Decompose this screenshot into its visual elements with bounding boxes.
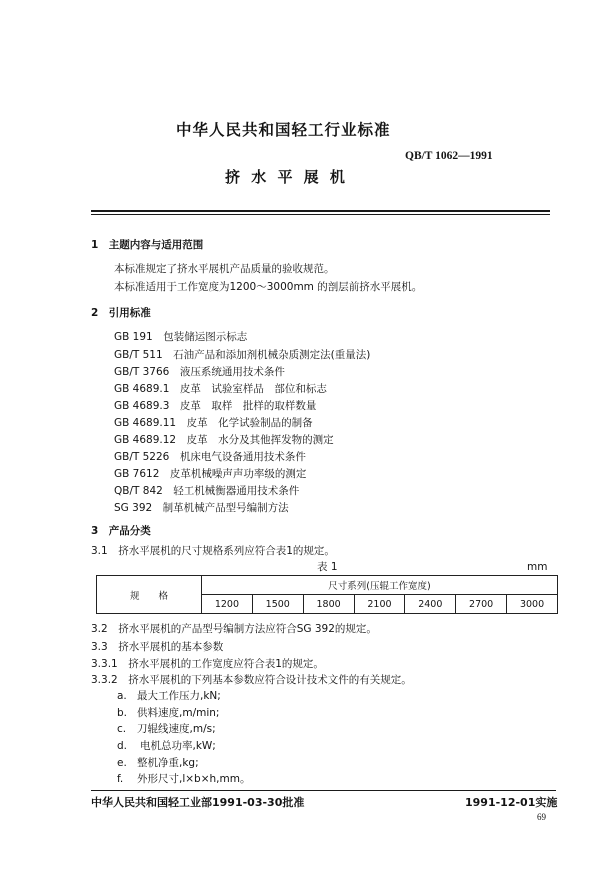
clause-3-3-2: 3.3.2 挤水平展机的下列基本参数应符合设计技术文件的有关规定。 xyxy=(91,674,412,686)
reference-item: GB 7612 皮革机械噪声声功率级的测定 xyxy=(114,468,307,480)
page-number: 69 xyxy=(537,812,546,822)
section-2-heading: 2 引用标准 xyxy=(91,307,151,319)
table-cell: 2400 xyxy=(405,595,456,614)
reference-item: GB 4689.3 皮革 取样 批样的取样数量 xyxy=(114,400,317,412)
clause-3-3-1: 3.3.1 挤水平展机的工作宽度应符合表1的规定。 xyxy=(91,658,324,670)
reference-item: GB 4689.12 皮革 水分及其他挥发物的测定 xyxy=(114,434,334,446)
reference-item: GB/T 511 石油产品和添加剂机械杂质测定法(重量法) xyxy=(114,349,371,361)
table-row-label: 规 格 xyxy=(97,576,202,614)
issuer-title: 中华人民共和国轻工行业标准 xyxy=(176,121,391,139)
table-cell: 1800 xyxy=(303,595,354,614)
reference-item: GB 191 包装储运图示标志 xyxy=(114,331,248,343)
section-1-paragraph-1: 本标准规定了挤水平展机产品质量的验收规范。 xyxy=(114,263,335,275)
reference-item: GB/T 3766 液压系统通用技术条件 xyxy=(114,366,285,378)
table-cell: 2100 xyxy=(354,595,405,614)
list-item-letter: b. xyxy=(117,707,128,719)
table-caption: 表 1 xyxy=(317,561,338,573)
clause-3-1: 3.1 挤水平展机的尺寸规格系列应符合表1的规定。 xyxy=(91,545,335,557)
clause-3-2: 3.2 挤水平展机的产品型号编制方法应符合SG 392的规定。 xyxy=(91,623,377,635)
list-item-text: 整机净重,kg; xyxy=(137,757,199,769)
list-item-text: 刀辊线速度,m/s; xyxy=(137,723,216,735)
standard-code: QB/T 1062—1991 xyxy=(405,150,493,162)
list-item-text: 外形尺寸,l×b×h,mm。 xyxy=(137,773,251,785)
table-cell: 2700 xyxy=(456,595,507,614)
list-item-letter: d. xyxy=(117,740,128,752)
section-3-heading: 3 产品分类 xyxy=(91,525,151,537)
approval-date: 中华人民共和国轻工业部1991-03-30批准 xyxy=(91,796,305,809)
document-title: 挤 水 平 展 机 xyxy=(225,168,348,186)
list-item-letter: e. xyxy=(117,757,127,769)
reference-item: GB 4689.1 皮革 试验室样品 部位和标志 xyxy=(114,383,327,395)
table-group-header: 尺寸系列(压辊工作宽度) xyxy=(202,576,558,595)
list-item-letter: a. xyxy=(117,690,127,702)
list-item-text: 供料速度,m/min; xyxy=(137,707,220,719)
reference-item: GB/T 5226 机床电气设备通用技术条件 xyxy=(114,451,306,463)
table-cell: 1500 xyxy=(252,595,303,614)
reference-item: GB 4689.11 皮革 化学试验制品的制备 xyxy=(114,417,313,429)
header-rule-thick xyxy=(91,210,550,212)
list-item-text: 电机总功率,kW; xyxy=(140,740,216,752)
reference-item: SG 392 制革机械产品型号编制方法 xyxy=(114,502,289,514)
list-item-letter: c. xyxy=(117,723,127,735)
implementation-date: 1991-12-01实施 xyxy=(465,796,558,809)
table-unit: mm xyxy=(527,561,548,573)
clause-3-3: 3.3 挤水平展机的基本参数 xyxy=(91,641,224,653)
list-item-letter: f. xyxy=(117,773,124,785)
reference-item: QB/T 842 轻工机械衡器通用技术条件 xyxy=(114,485,300,497)
list-item-text: 最大工作压力,kN; xyxy=(137,690,221,702)
header-rule-thin xyxy=(91,214,550,215)
table-cell: 1200 xyxy=(202,595,253,614)
table-cell: 3000 xyxy=(507,595,558,614)
spec-table xyxy=(96,575,558,614)
footer-rule xyxy=(91,790,556,791)
section-1-paragraph-2: 本标准适用于工作宽度为1200～3000mm 的剖层前挤水平展机。 xyxy=(114,281,423,293)
section-1-heading: 1 主题内容与适用范围 xyxy=(91,239,204,251)
